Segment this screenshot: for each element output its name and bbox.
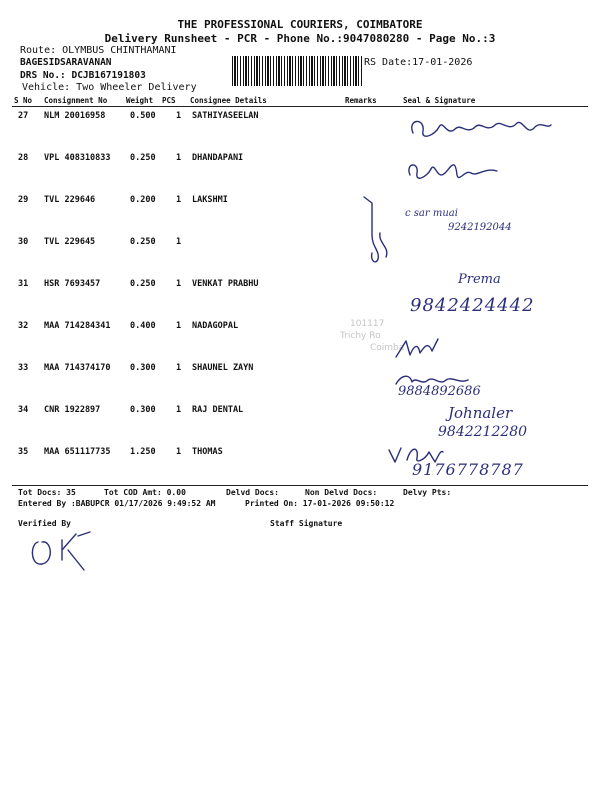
barcode [232, 56, 362, 86]
staff-id: BAGESIDSARAVANAN [20, 57, 112, 68]
stamp-line: Coimba [370, 343, 405, 353]
row-sno: 31 [18, 279, 29, 289]
row-weight: 0.300 [130, 405, 156, 415]
row-consignee: SATHIYASEELAN [192, 111, 259, 121]
col-consignment: Consignment No [44, 96, 108, 105]
row-consignee: VENKAT PRABHU [192, 279, 259, 289]
handwritten-phone: 9176778787 [412, 460, 524, 479]
handwritten-name: Johnaler [448, 404, 513, 422]
row-pcs: 1 [176, 237, 182, 247]
col-consignee: Consignee Details [190, 96, 267, 105]
runsheet-subtitle: Delivery Runsheet - PCR - Phone No.:9047080280 - Page No.:3 [104, 32, 496, 45]
verified-by-label: Verified By [18, 519, 71, 528]
row-consignment: TVL 229646 [44, 195, 96, 205]
stamp-line: Trichy Ro [340, 331, 381, 341]
row-pcs: 1 [176, 405, 182, 415]
row-sno: 32 [18, 321, 29, 331]
row-consignee: DHANDAPANI [192, 153, 244, 163]
row-consignee: NADAGOPAL [192, 321, 239, 331]
handwritten-phone: 9842424442 [410, 295, 535, 316]
row-weight: 0.250 [130, 279, 156, 289]
table-row [0, 321, 600, 363]
row-consignment: MAA 714284341 [44, 321, 111, 331]
row-consignment: CNR 1922897 [44, 405, 101, 415]
row-sno: 35 [18, 447, 29, 457]
row-consignment: MAA 714374170 [44, 363, 111, 373]
row-weight: 0.300 [130, 363, 156, 373]
row-pcs: 1 [176, 111, 182, 121]
staff-signature-label: Staff Signature [270, 519, 343, 528]
row-consignee: RAJ DENTAL [192, 405, 244, 415]
row-sno: 34 [18, 405, 29, 415]
row-sno: 33 [18, 363, 29, 373]
row-sno: 27 [18, 111, 29, 121]
signature-row-32 [392, 335, 452, 365]
stamp-line: 101117 [350, 319, 385, 329]
row-consignment: VPL 408310833 [44, 153, 111, 163]
col-remarks: Remarks [345, 96, 377, 105]
row-pcs: 1 [176, 279, 182, 289]
delivered-docs: Delvd Docs: [226, 488, 279, 497]
row-sno: 30 [18, 237, 29, 247]
col-pcs: PCS [162, 96, 176, 105]
signature-row-27 [405, 115, 555, 155]
row-consignment: NLM 20016958 [44, 111, 106, 121]
row-pcs: 1 [176, 153, 182, 163]
row-pcs: 1 [176, 363, 182, 373]
table-row [0, 153, 600, 195]
handwritten-phone: 9242192044 [448, 222, 512, 233]
footer-rule [12, 485, 588, 486]
handwritten-phone: 9884892686 [398, 384, 481, 399]
row-sno: 29 [18, 195, 29, 205]
col-sno: S No [14, 96, 33, 105]
handwritten-name: Prema [458, 272, 501, 287]
non-delivered-docs: Non Delvd Docs: [305, 488, 378, 497]
row-consignee: SHAUNEL ZAYN [192, 363, 254, 373]
header-rule [12, 106, 588, 107]
row-weight: 0.250 [130, 153, 156, 163]
total-cod: Tot COD Amt: 0.00 [104, 488, 186, 497]
route-label: Route: OLYMBUS CHINTHAMANI [20, 45, 177, 56]
verifier-signature [28, 530, 98, 575]
row-consignment: HSR 7693457 [44, 279, 101, 289]
table-row [0, 237, 600, 279]
row-pcs: 1 [176, 195, 182, 205]
row-weight: 0.400 [130, 321, 156, 331]
drs-number: DRS No.: DCJB167191803 [20, 70, 146, 81]
row-consignee: LAKSHMI [192, 195, 228, 205]
row-weight: 0.500 [130, 111, 156, 121]
row-consignment: TVL 229645 [44, 237, 96, 247]
rs-date: RS Date:17-01-2026 [364, 57, 473, 68]
delivery-points: Delvy Pts: [403, 488, 452, 497]
row-consignment: MAA 651117735 [44, 447, 111, 457]
row-weight: 1.250 [130, 447, 156, 457]
row-pcs: 1 [176, 447, 182, 457]
total-docs: Tot Docs: 35 [18, 488, 76, 497]
handwritten-phone: 9842212280 [438, 424, 528, 440]
handwritten-note: c sar muai [405, 208, 458, 219]
row-sno: 28 [18, 153, 29, 163]
printed-on: Printed On: 17-01-2026 09:50:12 [245, 499, 395, 508]
signature-row-28 [405, 155, 505, 190]
company-title: THE PROFESSIONAL COURIERS, COIMBATORE [177, 18, 423, 31]
table-row [0, 363, 600, 405]
col-seal: Seal & Signature [403, 96, 476, 105]
col-weight: Weight [126, 96, 154, 105]
signature-row-29-30 [350, 195, 410, 270]
row-weight: 0.250 [130, 237, 156, 247]
vehicle-type: Vehicle: Two Wheeler Delivery [22, 82, 197, 93]
row-consignee: THOMAS [192, 447, 223, 457]
entered-by: Entered By :BABUPCR 01/17/2026 9:49:52 AM [18, 499, 216, 508]
row-weight: 0.200 [130, 195, 156, 205]
row-pcs: 1 [176, 321, 182, 331]
